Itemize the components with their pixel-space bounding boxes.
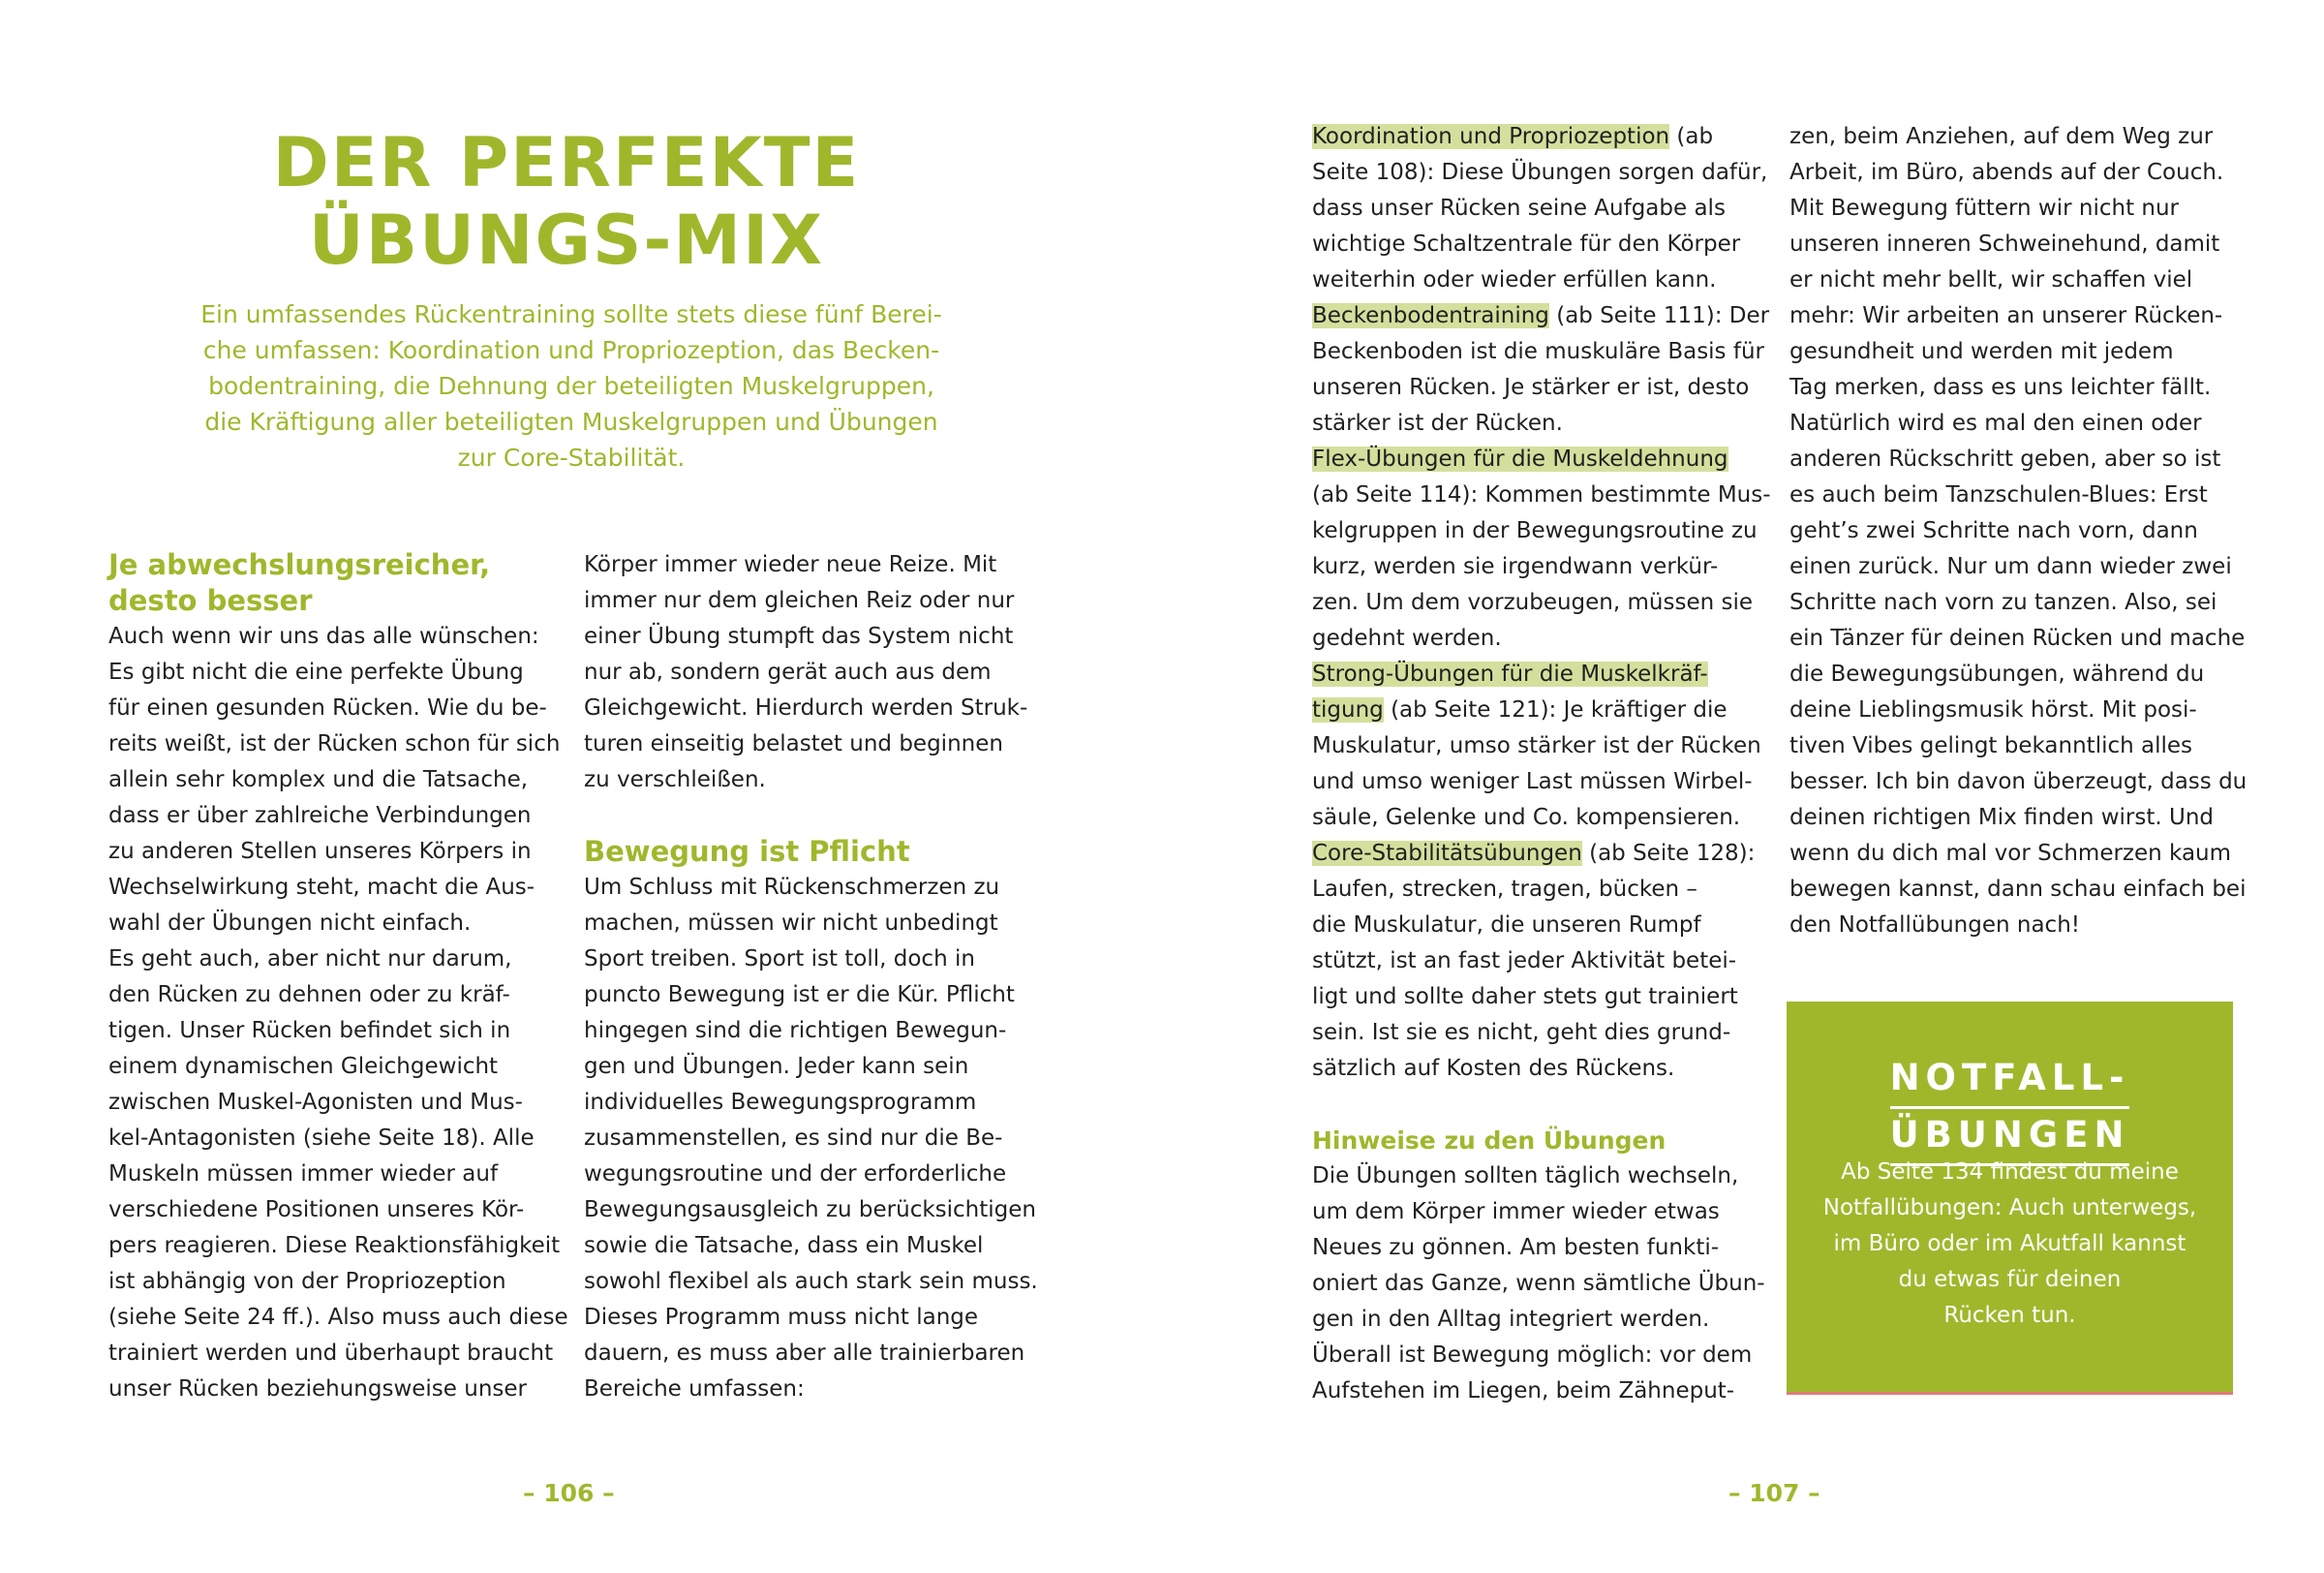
page-number-left: – 106 – [523, 1479, 615, 1507]
text-line [1312, 872, 1777, 908]
text-line: Schritte nach vorn zu tanzen. Also, sei [1789, 590, 2217, 615]
text-line [1312, 334, 1777, 370]
line-text: weiterhin oder wieder erfüllen kann. [1312, 267, 1717, 293]
highlighted-term: Koordination und Propriozeption [1312, 124, 1670, 149]
box-title [1787, 1052, 2233, 1166]
line-text: (ab Seite 128): [1581, 841, 1756, 866]
text-line: hingegen sind die richtigen Bewegun- [584, 1018, 1007, 1043]
text-line: reits weißt, ist der Rücken schon für sich [108, 731, 561, 756]
text-line: trainiert werden und überhaupt braucht [108, 1341, 554, 1366]
text-line [1312, 549, 1777, 585]
text-line: gen und Übungen. Jeder kann sein [584, 1054, 969, 1079]
box-title-line: NOTFALL- [1890, 1052, 2130, 1109]
text-line [1312, 1051, 1777, 1087]
text-line: nur ab, sondern gerät auch aus dem [584, 660, 992, 685]
line-text: (ab Seite 111): Der [1548, 303, 1770, 328]
text-line: zu anderen Stellen unseres Körpers in [108, 839, 532, 864]
text-line [1312, 478, 1777, 513]
page-title-line: DER PERFEKTE [272, 123, 861, 202]
text-line: sowohl flexibel als auch stark sein muss. [584, 1269, 1038, 1294]
text-line [1312, 406, 1777, 442]
line-text: dass unser Rücken seine Aufgabe als [1312, 196, 1726, 221]
text-line: einen zurück. Nur um dann wieder zwei [1789, 554, 2232, 579]
text-line: kel-Antagonisten (siehe Seite 18). Alle [108, 1126, 535, 1151]
section-heading: Je abwechslungsreicher, [108, 548, 491, 581]
text-column-4 [1789, 119, 2254, 943]
text-line: dass er über zahlreiche Verbindungen [108, 803, 532, 828]
text-line: immer nur dem gleichen Reiz oder nur [584, 588, 1015, 613]
text-line: Es geht auch, aber nicht nur darum, [108, 946, 512, 972]
text-line: wahl der Übungen nicht einfach. [108, 910, 472, 936]
highlighted-term: tigung [1312, 697, 1384, 723]
intro-paragraph [189, 296, 954, 476]
column-body [1312, 119, 1777, 1087]
line-text: wichtige Schaltzentrale für den Körper [1312, 231, 1741, 257]
text-line: einem dynamischen Gleichgewicht [108, 1054, 499, 1079]
text-line: zen, beim Anziehen, auf dem Weg zur [1789, 124, 2214, 149]
text-line [1312, 1015, 1777, 1051]
text-line: den Notfallübungen nach! [1789, 912, 2080, 938]
text-line: Neues zu gönnen. Am besten funkti- [1312, 1235, 1720, 1260]
text-line [1312, 585, 1777, 621]
box-text-line: du etwas für deinen [1898, 1267, 2122, 1292]
text-line: dauern, es muss aber alle trainierbaren [584, 1341, 1025, 1366]
text-line: ein Tänzer für deinen Rücken und mache [1789, 626, 2246, 651]
text-line [1312, 227, 1777, 262]
text-line: Tag merken, dass es uns leichter fällt. [1789, 375, 2212, 400]
highlighted-term: Strong-Übungen für die Muskelkräf- [1312, 662, 1708, 687]
text-line: (siehe Seite 24 ff.). Also muss auch diese [108, 1305, 568, 1330]
intro-line: Ein umfassendes Rückentraining sollte stets diese fünf Berei- [200, 300, 942, 328]
line-text: Laufen, strecken, tragen, bücken – [1312, 877, 1697, 902]
text-line: für einen gesunden Rücken. Wie du be- [108, 695, 547, 721]
column-body [1789, 119, 2254, 943]
text-line: turen einseitig belastet und beginnen [584, 731, 1003, 756]
highlighted-term: Flex-Übungen für die Muskeldehnung [1312, 447, 1728, 472]
column-body [584, 547, 1039, 798]
text-line: sowie die Tatsache, dass ein Muskel [584, 1233, 984, 1258]
text-column-3 [1312, 119, 1777, 1409]
text-line: wenn du dich mal vor Schmerzen kaum [1789, 841, 2232, 866]
text-line: tigen. Unser Rücken befindet sich in [108, 1018, 511, 1043]
box-title-line: ÜBUNGEN [1890, 1109, 2130, 1166]
text-line: es auch beim Tanzschulen-Blues: Erst [1789, 482, 2208, 508]
text-line: pers reagieren. Diese Reaktionsfähigkeit [108, 1233, 561, 1258]
text-line: allein sehr komplex und die Tatsache, [108, 767, 529, 792]
text-line: gen in den Alltag integriert werden. [1312, 1307, 1710, 1332]
line-text: (ab [1669, 124, 1714, 149]
text-line: unseren inneren Schweinehund, damit [1789, 231, 2220, 257]
text-line: wegungsroutine und der erforderliche [584, 1161, 1007, 1187]
text-line: oniert das Ganze, wenn sämtliche Übun- [1312, 1271, 1765, 1296]
page-number-right: – 107 – [1728, 1479, 1820, 1507]
text-line: anderen Rückschritt geben, aber so ist [1789, 447, 2221, 472]
line-text: sätzlich auf Kosten des Rückens. [1312, 1056, 1675, 1081]
column-body [584, 870, 1039, 1407]
text-line: machen, müssen wir nicht unbedingt [584, 910, 998, 936]
text-line [1312, 728, 1777, 764]
line-text: gedehnt werden. [1312, 626, 1502, 651]
text-line [1312, 621, 1777, 657]
text-line: einer Übung stumpft das System nicht [584, 624, 1014, 649]
text-line: geht’s zwei Schritte nach vorn, dann [1789, 518, 2198, 543]
text-line: Muskeln müssen immer wieder auf [108, 1161, 499, 1187]
text-line [1312, 943, 1777, 979]
intro-line: zur Core-Stabilität. [457, 444, 686, 472]
box-text [1787, 1155, 2233, 1334]
text-line: Dieses Programm muss nicht lange [584, 1305, 979, 1330]
text-line: zusammenstellen, es sind nur die Be- [584, 1126, 1003, 1151]
text-line: zwischen Muskel-Agonisten und Mus- [108, 1090, 523, 1115]
text-line: um dem Körper immer wieder etwas [1312, 1199, 1720, 1224]
line-text: (ab Seite 121): Je kräftiger die [1383, 697, 1728, 723]
line-text: (ab Seite 114): Kommen bestimmte Mus- [1312, 482, 1771, 508]
text-line [1312, 764, 1777, 800]
text-line: Auch wenn wir uns das alle wünschen: [108, 624, 539, 649]
text-line: Es gibt nicht die eine perfekte Übung [108, 660, 524, 685]
text-line: Gleichgewicht. Hierdurch werden Struk- [584, 695, 1028, 721]
text-column-2 [584, 547, 1039, 1407]
line-text: kelgruppen in der Bewegungsroutine zu [1312, 518, 1758, 543]
line-text: die Muskulatur, die unseren Rumpf [1312, 912, 1701, 938]
box-text-line: Ab Seite 134 findest du meine [1841, 1159, 2179, 1185]
column-body [108, 619, 568, 1407]
text-line: tiven Vibes gelingt bekanntlich alles [1789, 733, 2193, 758]
text-line [1312, 908, 1777, 943]
text-line [1312, 657, 1777, 693]
line-text: Muskulatur, umso stärker ist der Rücken [1312, 733, 1761, 758]
column-body [1312, 1158, 1777, 1409]
page-title [0, 124, 1133, 279]
text-line: den Rücken zu dehnen oder zu kräf- [108, 982, 510, 1007]
section-heading: Bewegung ist Pflicht [584, 835, 910, 868]
text-line [1312, 800, 1777, 836]
text-line: Um Schluss mit Rückenschmerzen zu [584, 875, 1000, 900]
text-line [1312, 119, 1777, 155]
section-heading: Hinweise zu den Übungen [1312, 1126, 1667, 1155]
text-line: deinen richtigen Mix finden wirst. Und [1789, 805, 2215, 830]
intro-line: die Kräftigung aller beteiligten Muskelgruppen und Übungen [204, 408, 938, 436]
text-line: Überall ist Bewegung möglich: vor dem [1312, 1342, 1753, 1368]
text-column-1 [108, 547, 568, 1407]
text-line [1312, 370, 1777, 406]
text-line: bewegen kannst, dann schau einfach bei [1789, 877, 2247, 902]
line-text: sein. Ist sie es nicht, geht dies grund- [1312, 1020, 1731, 1045]
text-line: Wechselwirkung steht, macht die Aus- [108, 875, 535, 900]
text-line [1312, 262, 1777, 298]
text-line: Natürlich wird es mal den einen oder [1789, 411, 2202, 436]
text-line [1312, 155, 1777, 191]
text-line: Körper immer wieder neue Reize. Mit [584, 552, 997, 577]
text-line [1312, 979, 1777, 1015]
text-line: er nicht mehr bellt, wir schaffen viel [1789, 267, 2193, 293]
text-line: Arbeit, im Büro, abends auf der Couch. [1789, 160, 2224, 185]
text-line [1312, 191, 1777, 227]
line-text: Seite 108): Diese Übungen sorgen dafür, [1312, 160, 1768, 185]
text-line: zu verschleißen. [584, 767, 766, 792]
emergency-exercises-box [1787, 1002, 2233, 1395]
line-text: stärker ist der Rücken. [1312, 411, 1563, 436]
text-line [1312, 442, 1777, 478]
box-text-line: Notfallübungen: Auch unterwegs, [1822, 1195, 2197, 1220]
page-title-line: ÜBUNGS-MIX [308, 200, 825, 280]
text-line: besser. Ich bin davon überzeugt, dass du [1789, 769, 2248, 794]
highlighted-term: Core-Stabilitätsübungen [1312, 841, 1582, 866]
line-text: säule, Gelenke und Co. kompensieren. [1312, 805, 1741, 830]
box-text-line: im Büro oder im Akutfall kannst [1833, 1231, 2186, 1256]
text-line: verschiedene Positionen unseres Kör- [108, 1197, 525, 1222]
line-text: kurz, werden sie irgendwann verkür- [1312, 554, 1719, 579]
text-line [1312, 513, 1777, 549]
highlighted-term: Beckenbodentraining [1312, 303, 1549, 328]
text-line: Die Übungen sollten täglich wechseln, [1312, 1163, 1739, 1188]
text-line: mehr: Wir arbeiten an unserer Rücken- [1789, 303, 2223, 328]
text-line: gesundheit und werden mit jedem [1789, 339, 2174, 364]
text-line: puncto Bewegung ist er die Kür. Pflicht [584, 982, 1015, 1007]
box-text-line: Rücken tun. [1943, 1303, 2076, 1328]
line-text: und umso weniger Last müssen Wirbel- [1312, 769, 1753, 794]
text-line: Bewegungsausgleich zu berücksichtigen [584, 1197, 1036, 1222]
text-line: Bereiche umfassen: [584, 1376, 805, 1402]
text-line: Mit Bewegung füttern wir nicht nur [1789, 196, 2180, 221]
text-line: die Bewegungsübungen, während du [1789, 662, 2205, 687]
text-line: unser Rücken beziehungsweise unser [108, 1376, 527, 1402]
text-line: ist abhängig von der Propriozeption [108, 1269, 506, 1294]
line-text: Beckenboden ist die muskuläre Basis für [1312, 339, 1764, 364]
line-text: unseren Rücken. Je stärker er ist, desto [1312, 375, 1750, 400]
text-line: deine Lieblingsmusik hörst. Mit posi- [1789, 697, 2197, 723]
text-line: individuelles Bewegungsprogramm [584, 1090, 977, 1115]
line-text: ligt und sollte daher stets gut trainiert [1312, 984, 1738, 1009]
text-line: Aufstehen im Liegen, beim Zähneput- [1312, 1378, 1735, 1403]
text-line [1312, 836, 1777, 872]
text-line [1312, 693, 1777, 728]
section-heading: desto besser [108, 584, 313, 617]
text-line: Sport treiben. Sport ist toll, doch in [584, 946, 975, 972]
line-text: stützt, ist an fast jeder Aktivität betei- [1312, 948, 1737, 973]
line-text: zen. Um dem vorzubeugen, müssen sie [1312, 590, 1754, 615]
intro-line: che umfassen: Koordination und Propriozeption, das Becken- [202, 336, 940, 364]
intro-line: bodentraining, die Dehnung der beteiligten Muskelgruppen, [208, 372, 934, 400]
text-line [1312, 298, 1777, 334]
